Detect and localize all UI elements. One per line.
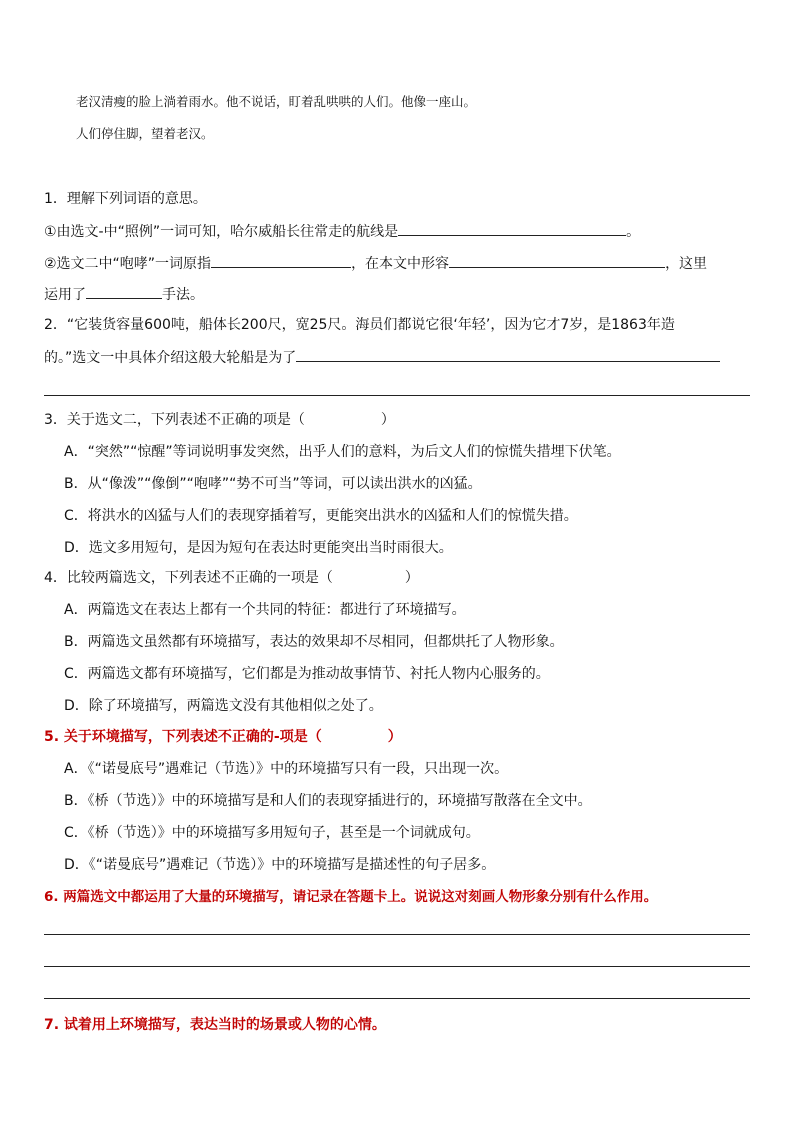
q5-option-d: D．《“诺曼底号”遇难记（节选）》中的环境描写是描述性的句子居多。 xyxy=(64,857,496,873)
q1-part-b-cont xyxy=(44,283,204,305)
q1-a-end: 。 xyxy=(626,224,641,240)
q1-title: 1．理解下列词语的意思。 xyxy=(44,191,207,207)
q4-stem-text: 4．比较两篇选文，下列表述不正确的一项是（ xyxy=(44,570,333,586)
q2-blank[interactable] xyxy=(296,346,720,362)
passage-line-2: 人们停住脚，望着老汉。 xyxy=(76,126,214,141)
q6-answer-line-3[interactable] xyxy=(44,998,750,999)
q4-stem xyxy=(44,568,419,588)
q5-stem xyxy=(44,727,402,747)
q6-answer-line-2[interactable] xyxy=(44,966,750,967)
q3-option-d: D．选文多用短句，是因为短句在表达时更能突出当时雨很大。 xyxy=(64,540,453,556)
q2-line-1: 2．“它装货容量600吨，船体长200尺，宽25尺。海员们都说它很‘年轻’，因为它才7岁，是1863年造 xyxy=(44,317,675,333)
q4-option-c: C．两篇选文都有环境描写，它们都是为推动故事情节、衬托人物内心服务的。 xyxy=(64,666,550,682)
q1-a-text: ①由选文-中“照例”一词可知，哈尔威船长往常走的航线是 xyxy=(44,224,399,240)
q3-option-a: A．“突然”“惊醒”等词说明事发突然，出乎人们的意料，为后文人们的惊慌失措埋下伏笔。 xyxy=(64,444,621,460)
q1-b-blank-3[interactable] xyxy=(86,283,162,299)
q1-b-text: ②选文二中“咆哮”一词原指 xyxy=(44,256,212,272)
q2-answer-line[interactable] xyxy=(44,395,750,396)
q3-stem-text: 3．关于选文二，下列表述不正确的项是（ xyxy=(44,412,305,428)
q6-answer-line-1[interactable] xyxy=(44,934,750,935)
q5-option-c: C．《桥（节选）》中的环境描写多用短句子，甚至是一个词就成句。 xyxy=(64,825,480,841)
q3-option-b: B．从“像泼”“像倒”“咆哮”“势不可当”等词，可以读出洪水的凶猛。 xyxy=(64,476,482,492)
q1-b2-end: 手法。 xyxy=(162,287,204,303)
q3-stem xyxy=(44,410,395,430)
q3-option-c: C．将洪水的凶猛与人们的表现穿插着写，更能突出洪水的凶猛和人们的惊慌失措。 xyxy=(64,508,578,524)
q1-b2-text: 运用了 xyxy=(44,287,86,303)
q1-b-end: ，这里 xyxy=(665,256,708,272)
q5-stem-text: 5. 关于环境描写，下列表述不正确的-项是（ xyxy=(44,729,322,745)
q2-line-2-text: 的。”选文一中具体介绍这般大轮船是为了 xyxy=(44,350,297,366)
q4-option-b: B．两篇选文虽然都有环境描写，表达的效果却不尽相同，但都烘托了人物形象。 xyxy=(64,634,564,650)
q4-option-d: D．除了环境描写，两篇选文没有其他相似之处了。 xyxy=(64,698,383,714)
q3-stem-close: ） xyxy=(380,412,395,428)
q2-line-2 xyxy=(44,346,720,368)
q1-b-blank-2[interactable] xyxy=(449,252,665,268)
q6-stem: 6. 两篇选文中都运用了大量的环境描写，请记录在答题卡上。说说这对刻画人物形象分别有什么作用。 xyxy=(44,889,658,905)
q1-a-blank[interactable] xyxy=(398,220,626,236)
q4-stem-close: ） xyxy=(404,570,419,586)
q5-option-b: B．《桥（节选）》中的环境描写是和人们的表现穿插进行的，环境描写散落在全文中。 xyxy=(64,793,592,809)
q7-stem: 7. 试着用上环境描写，表达当时的场景或人物的心情。 xyxy=(44,1017,386,1033)
passage-line-1: 老汉清瘦的脸上淌着雨水。他不说话，盯着乱哄哄的人们。他像一座山。 xyxy=(76,94,477,109)
q1-part-a xyxy=(44,220,640,242)
q4-option-a: A．两篇选文在表达上都有一个共同的特征：都进行了环境描写。 xyxy=(64,602,466,618)
q1-b-mid: ，在本文中形容 xyxy=(351,256,450,272)
q1-b-blank-1[interactable] xyxy=(211,252,351,268)
q5-option-a: A．《“诺曼底号”遇难记（节选）》中的环境描写只有一段，只出现一次。 xyxy=(64,761,509,777)
q1-part-b xyxy=(44,252,707,274)
q5-stem-close: ） xyxy=(387,729,402,745)
